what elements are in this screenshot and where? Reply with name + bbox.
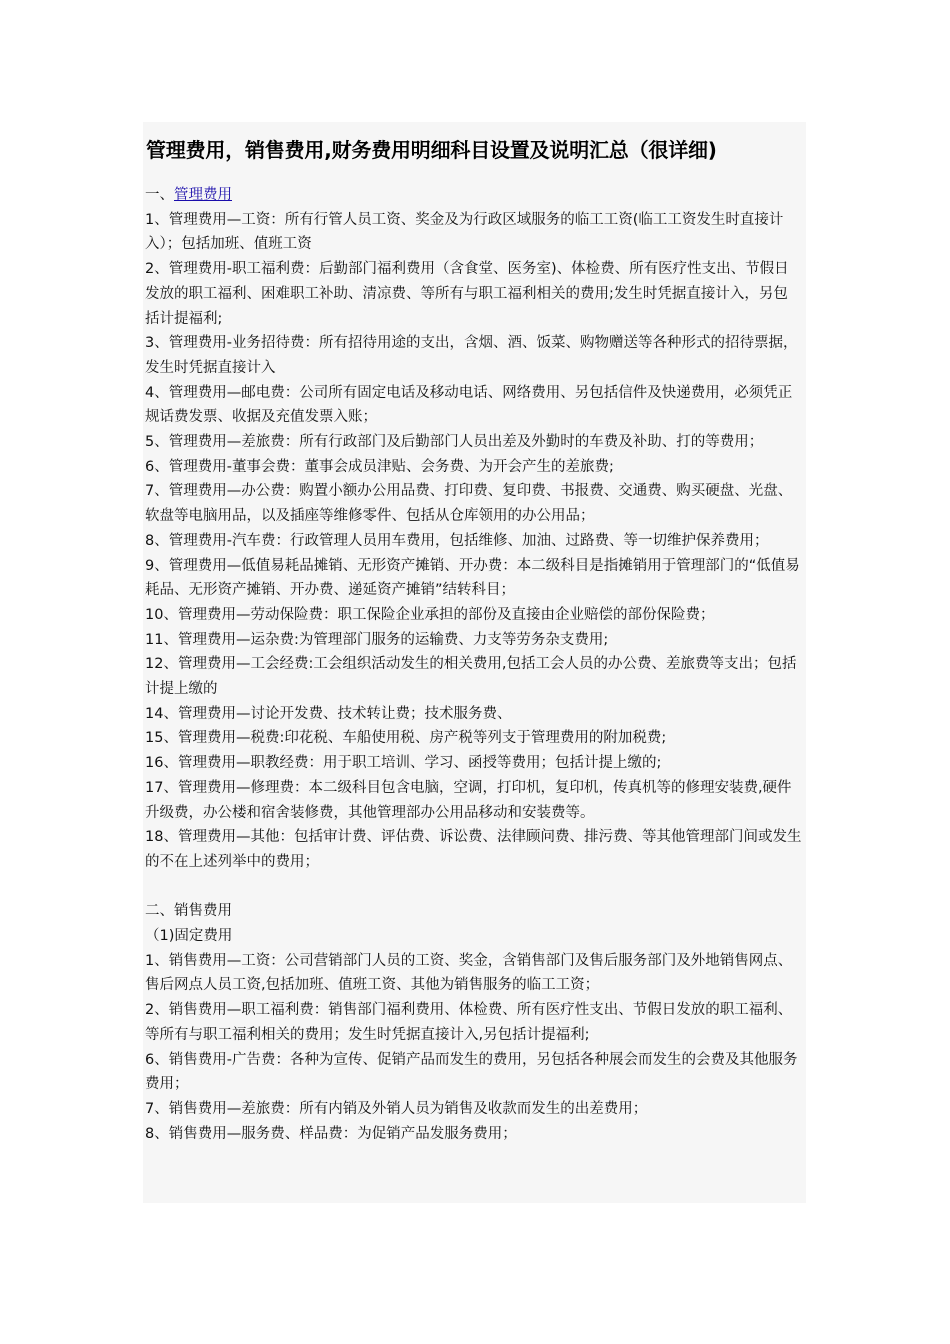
list-item: 6、管理费用-董事会费：董事会成员津贴、会务费、为开会产生的差旅费; — [145, 458, 614, 475]
list-item: 14、管理费用—讨论开发费、技术转让费；技术服务费、 — [145, 705, 512, 722]
list-item: 9、管理费用—低值易耗品摊销、无形资产摊销、开办费：本二级科目是指摊销用于管理部门的“低值易耗品、无形资产摊销、开办费、递延资产摊销”结转科目； — [145, 557, 800, 599]
list-item: 7、管理费用—办公费：购置小额办公用品费、打印费、复印费、书报费、交通费、购买硬盘、光盘、软盘等电脑用品，以及插座等维修零件、包括从仓库领用的办公用品； — [145, 483, 793, 525]
section1-prefix: 一、 — [145, 187, 174, 203]
list-item: 3、管理费用-业务招待费：所有招待用途的支出，含烟、酒、饭菜、购物赠送等各种形式的招待票据，发生时凭据直接计入 — [145, 335, 798, 376]
list-item: 17、管理费用—修理费：本二级科目包含电脑，空调，打印机，复印机，传真机等的修理安装费,硬件升级费，办公楼和宿舍装修费，其他管理部办公用品移动和安装费等。 — [145, 779, 792, 821]
list-item: 4、管理费用—邮电费：公司所有固定电话及移动电话、网络费用、另包括信件及快递费用，必须凭正规话费发票、收据及充值发票入账； — [145, 384, 793, 426]
list-item: 2、销售费用—职工福利费：销售部门福利费用、体检费、所有医疗性支出、节假日发放的职工福利、等所有与职工福利相关的费用；发生时凭据直接计入,另包括计提福利; — [145, 1002, 793, 1043]
list-item: 2、管理费用-职工福利费：后勤部门福利费用（含食堂、医务室)、体检费、所有医疗性支出、节假日发放的职工福利、困难职工补助、清凉费、等所有与职工福利相关的费用;发生时凭据直接计入，另包括计提福利; — [145, 261, 789, 327]
list-item: 1、管理费用—工资：所有行管人员工资、奖金及为行政区域服务的临工工资(临工工资发生时直接计入）；包括加班、值班工资 — [145, 211, 784, 253]
section2-heading: 二、销售费用 — [145, 903, 232, 920]
list-item: 1、销售费用—工资：公司营销部门人员的工资、奖金，含销售部门及售后服务部门及外地销售网点、售后网点人员工资,包括加班、值班工资、其他为销售服务的临工工资； — [145, 952, 793, 994]
list-item: 12、管理费用—工会经费:工会组织活动发生的相关费用,包括工会人员的办公费、差旅费等支出；包括计提上缴的 — [145, 656, 797, 698]
list-item: 6、销售费用-广告费：各种为宣传、促销产品而发生的费用，另包括各种展会而发生的会费及其他服务费用； — [145, 1051, 798, 1093]
document-title: 管理费用，销售费用,财务费用明细科目设置及说明汇总（很详细) — [146, 138, 717, 162]
list-item: 15、管理费用—税费:印花税、车船使用税、房产税等列支于管理费用的附加税费; — [145, 730, 667, 747]
list-item: 7、销售费用—差旅费：所有内销及外销人员为销售及收款而发生的出差费用； — [145, 1101, 648, 1117]
document-body — [145, 183, 802, 1146]
list-item: 16、管理费用—职教经费：用于职工培训、学习、函授等费用；包括计提上缴的; — [145, 755, 662, 772]
section-spacer — [145, 875, 802, 900]
section2-subheading: （1)固定费用 — [145, 928, 233, 945]
section1-heading — [145, 183, 802, 208]
section1-heading-link[interactable]: 管理费用 — [174, 187, 232, 203]
list-item: 8、销售费用—服务费、样品费：为促销产品发服务费用； — [145, 1125, 517, 1142]
list-item: 18、管理费用—其他：包括审计费、评估费、诉讼费、法律顾问费、排污费、等其他管理部门间或发生的不在上述列举中的费用； — [145, 829, 802, 870]
list-item: 11、管理费用—运杂费:为管理部门服务的运输费、力支等劳务杂支费用; — [145, 631, 609, 648]
list-item: 8、管理费用-汽车费：行政管理人员用车费用，包括维修、加油、过路费、等一切维护保养费用； — [145, 532, 769, 549]
list-item: 5、管理费用—差旅费：所有行政部门及后勤部门人员出差及外勤时的车费及补助、打的等费用； — [145, 434, 764, 451]
list-item: 10、管理费用—劳动保险费：职工保险企业承担的部份及直接由企业赔偿的部份保险费； — [145, 606, 715, 623]
